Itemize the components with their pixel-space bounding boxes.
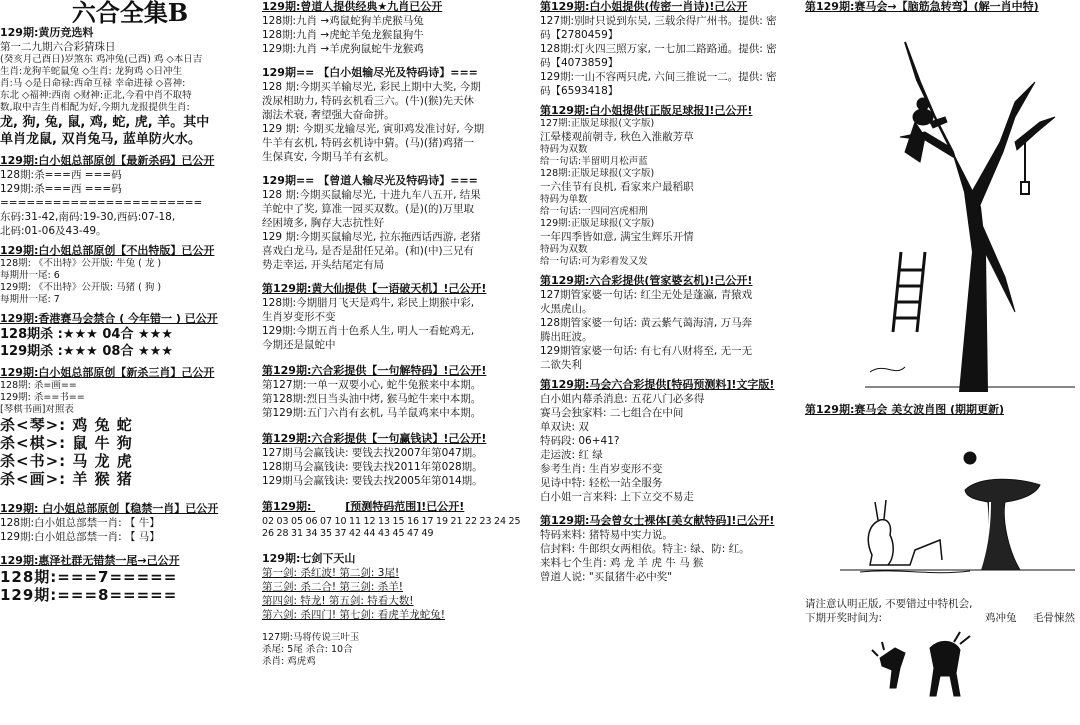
rabbit-rock-illustration: [840, 440, 1075, 590]
text-line: 特码为单数: [540, 194, 588, 205]
text-line: 生保真安, 今期马羊有玄机。: [262, 151, 395, 163]
section-heading: 第129期:黄大仙提供【一语破天机】!己公开!: [262, 282, 487, 295]
text-line: 给一句话:一四同宫虎相刑: [540, 206, 648, 217]
text-line: 128期管家婆一句话: 黄云紫气蔼海清, 万马奔: [540, 317, 753, 329]
text-line: 势走幸运, 开头结尾定有局: [262, 259, 385, 271]
number-item: 24: [494, 516, 507, 527]
tree-monkey-illustration: [865, 22, 1075, 392]
text-line: 128 期:今期买羊输尽光, 彩民上期中大奖, 今期: [262, 81, 481, 93]
text-line: =======================: [0, 197, 203, 209]
section-heading: 第129期:六合彩提供(管家婆玄机)!己公开!: [540, 274, 753, 287]
text-line: 数,取中吉生肖相配为好,今期九龙报提供生肖:: [0, 102, 190, 113]
text-line: 火黑虎山。: [540, 303, 593, 315]
text-line: 第一剑: 杀红波! 第二剑: 3尾!: [262, 567, 400, 579]
number-list: [262, 516, 532, 540]
text-line: 单肖龙鼠, 双肖兔马, 蓝单防火水。: [0, 132, 201, 147]
section-heading: [262, 500, 537, 514]
number-item: 26: [262, 528, 275, 539]
number-item: 03: [276, 516, 289, 527]
number-item: 15: [392, 516, 405, 527]
section-heading: 129期:香港赛马会禁合 ( 今年错一 ) 已公开: [0, 312, 218, 325]
text-line: 特码段: 06+41?: [540, 435, 620, 447]
number-item: 07: [320, 516, 333, 527]
table-row: 杀<棋>: 鼠 牛 狗: [0, 434, 133, 452]
text-line: (癸亥月己酉日)岁煞东 鸡冲兔(己酉) 鸡 ◇本日吉: [0, 54, 203, 65]
text-line: 东码:31-42,南码:19-30,西码:07-18,: [0, 211, 176, 223]
number-item: 49: [421, 528, 434, 539]
number-item: 25: [508, 516, 521, 527]
table-row: 杀<画>: 羊 猴 猪: [0, 470, 133, 488]
text-line: 129期:九肖 →羊虎狗鼠蛇牛龙猴鸡: [262, 43, 424, 55]
number-item: 12: [363, 516, 376, 527]
text-line: 第127期:一单一双要小心, 蛇牛兔猴来中本期。: [262, 379, 482, 391]
text-line: 二欲失利: [540, 359, 582, 371]
text-line: 128期:===7=====: [0, 568, 178, 586]
text-line: 白小姐内幕杀消息: 五花八门必多得: [540, 393, 705, 405]
number-item: 05: [291, 516, 304, 527]
text-line: 128期马会赢钱诀: 要钱去找2011年第028期。: [262, 461, 483, 473]
section-heading: 第129期:赛马会→【脑筋急转弯】(解一肖中特): [805, 0, 1039, 13]
text-line: 喜戏白龙马, 是否是甜任兄弟。(和)(中)三兄有: [262, 245, 475, 257]
text-line: 129期: 《不出特》公开版: 马猪 ( 狗 ): [0, 282, 162, 293]
section-heading-title: [预测特码范围]!已公开!: [345, 500, 465, 513]
text-line: 128期:九肖 →虎蛇羊兔龙猴鼠狗牛: [262, 29, 424, 41]
text-line: 见诗中特: 轻松一站全服务: [540, 477, 663, 489]
notice-line: 请注意认明正版, 不要错过中特机会,: [805, 598, 973, 610]
text-line: 128期:九肖 →鸡鼠蛇狗羊虎猴马兔: [262, 15, 424, 27]
number-item: 06: [305, 516, 318, 527]
notice-answer: 毛骨悚然: [1033, 612, 1075, 624]
number-item: 45: [392, 528, 405, 539]
text-line: 泼尿相助力, 特码玄机看三六。(牛)(猴)先天休: [262, 95, 475, 107]
text-line: 127期马会赢钱诀: 要钱去找2007年第047期。: [262, 447, 483, 459]
text-line: 经困境多, 胸存大志抗性好: [262, 217, 385, 229]
text-line: 一六佳节有良机, 看家来户最稻职: [540, 181, 694, 193]
number-item: 22: [465, 516, 478, 527]
text-line: 128期:灯火四三照万家, 一七加二路路通。提供: 密: [540, 43, 777, 55]
text-line: 牛羊有玄机, 特码玄机诗中猜。(马)(猪)鸡猪一: [262, 137, 475, 149]
number-item: 47: [407, 528, 420, 539]
section-heading: 第129期:六合彩提供【一句赢钱诀】!己公开!: [262, 432, 487, 445]
text-line: 来料七个生肖: 鸡 龙 羊 虎 牛 马 猴: [540, 557, 704, 569]
section-heading: 第129期:马会六合彩提供[特码预测料]!文字版!: [540, 378, 775, 391]
column-2: [262, 0, 537, 725]
section-heading: 第129期:赛马会 美女波肖图 (期期更新): [805, 403, 1005, 416]
text-line: 码【6593418】: [540, 85, 619, 97]
text-line: 走运波: 红 绿: [540, 449, 603, 461]
notice-line: 下期开奖时间为:: [805, 612, 883, 624]
section-heading: 129期: 白小姐总部原创【稳禁一肖】已公开: [0, 502, 219, 515]
animals-illustration: [870, 628, 980, 703]
text-line: 128期杀 :★★★ 04合 ★★★: [0, 327, 173, 342]
text-line: 129期:白小姐总部禁一肖: 【 马】: [0, 531, 160, 543]
text-line: 128期:今期腊月飞天是鸡牛, 彩民上期猴中彩,: [262, 297, 475, 309]
number-item: 44: [363, 528, 376, 539]
text-line: 129期:杀===西 ===码: [0, 183, 122, 195]
table-row: 杀<琴>: 鸡 兔 蛇: [0, 416, 133, 434]
text-line: 127期:马将传说三叶玉: [262, 632, 360, 643]
number-item: 13: [378, 516, 391, 527]
text-line: 129期杀 :★★★ 08合 ★★★: [0, 344, 173, 359]
number-item: 28: [276, 528, 289, 539]
text-line: 东北 ◇福神:西南 ◇财神:正北,今看中肖不取特: [0, 90, 192, 101]
column-3: [540, 0, 802, 725]
text-line: 129期管家婆一句话: 有七有八财将至, 无一无: [540, 345, 753, 357]
number-item: 31: [291, 528, 304, 539]
text-line: 今期还是鼠蛇中: [262, 339, 336, 351]
text-line: 给一句话:可为彩着发又发: [540, 256, 648, 267]
text-line: 溺法术衰, 奢望强大奋命拼。: [262, 109, 395, 121]
section-heading: 第129期:六合彩提供【一句解特码】!己公开!: [262, 364, 487, 377]
section-heading: 129期:白小姐总部原创【最新杀码】已公开: [0, 154, 215, 167]
section-heading: 129期:白小姐总部原创【新杀三肖】己公开: [0, 366, 215, 379]
text-line: 第一二九期六合彩猜珠日: [0, 41, 116, 53]
number-item: 43: [378, 528, 391, 539]
text-line: 129期:===8=====: [0, 586, 178, 604]
section-heading-period: 第129期:: [262, 500, 312, 513]
number-item: 34: [305, 528, 318, 539]
section-heading: 129期:黄历竞选料: [0, 26, 94, 39]
text-line: 给一句话:半留明月松声蓝: [540, 156, 648, 167]
text-line: [琴棋书画]对照表: [0, 404, 74, 415]
text-line: 第四剑: 特龙! 第五剑: 特看大数!: [262, 595, 414, 607]
text-line: 码【2780459】: [540, 29, 619, 41]
number-item: 35: [320, 528, 333, 539]
section-heading: 129期:七剑下天山: [262, 552, 356, 565]
number-item: 42: [349, 528, 362, 539]
text-line: 江晕楼观前朝寺, 秋色入淮敝芳草: [540, 131, 694, 143]
text-line: 128期:杀===西 ===码: [0, 169, 122, 181]
text-line: 第129期:五门六肖有玄机, 马羊鼠鸡来中本期。: [262, 407, 482, 419]
number-item: 21: [450, 516, 463, 527]
number-item: 19: [436, 516, 449, 527]
text-line: 127期:正版足球报(文字版): [540, 118, 655, 129]
text-line: 北码:01-06及43-49。: [0, 225, 107, 237]
number-item: 02: [262, 516, 275, 527]
text-line: 特码来料: 猪特易中实力说。: [540, 529, 673, 541]
text-line: 赛马会独家料: 二七组合在中间: [540, 407, 684, 419]
section-heading: 第129期:白小姐提供(传密一肖诗)!己公开: [540, 0, 748, 13]
number-item: 10: [334, 516, 347, 527]
text-line: 第六剑: 杀四门! 第七剑: 看虎羊龙蛇兔!: [262, 609, 446, 621]
section-heading: 129期:白小姐总部原创【不出特版】已公开: [0, 244, 215, 257]
text-line: 特码为双数: [540, 244, 588, 255]
section-heading: 第129期:白小姐提供[正版足球报]!己公开!: [540, 104, 753, 117]
notice-answer: 鸡冲兔: [985, 612, 1017, 624]
text-line: 129期: 杀==书==: [0, 392, 85, 403]
column-4: [805, 0, 1080, 725]
number-item: 23: [479, 516, 492, 527]
text-line: 128期: 杀=画==: [0, 380, 77, 391]
text-line: 128期: 《不出特》公开版: 牛兔 ( 龙 ): [0, 258, 162, 269]
text-line: 腾出旺波。: [540, 331, 593, 343]
section-heading: 129期== 【白小姐输尽光及特码诗】===: [262, 66, 478, 79]
text-line: 杀尾: 5尾 杀合: 10合: [262, 644, 353, 655]
text-line: 128 期:今期买鼠输尽光, 十进九车八五开, 结果: [262, 189, 481, 201]
text-line: 第128期:烈日当头油中烤, 猴马蛇牛来中本期。: [262, 393, 482, 405]
text-line: 参考生肖: 生肖岁变形不变: [540, 463, 663, 475]
section-heading: 129期:惠泽社群无错禁一尾→己公开: [0, 554, 180, 567]
text-line: 特码为双数: [540, 144, 588, 155]
text-line: 信封料: 牛郎织女两相依。特主: 绿、防: 红。: [540, 543, 750, 555]
section-heading: 129期:曾道人提供经典★九肖已公开: [262, 0, 443, 13]
text-line: 127期管家婆一句话: 红尘无处是蓬瀛, 青猿戏: [540, 289, 753, 301]
text-line: 129期:今期五肖十色系人生, 明人一看蛇鸡无,: [262, 325, 475, 337]
text-line: 127期:别时只说到东吴, 三载余得广州书。提供: 密: [540, 15, 777, 27]
text-line: 杀肖: 鸡虎鸡: [262, 656, 316, 667]
text-line: 129期:正版足球报(文字版): [540, 218, 655, 229]
text-line: 129 期: 今期买龙输尽光, 寅卯鸡发准讨好, 今期: [262, 123, 485, 135]
text-line: 龙, 狗, 兔, 鼠, 鸡, 蛇, 虎, 羊。其中: [0, 115, 210, 130]
text-line: 129期:一山不容两只虎, 六间三推说一二。提供: 密: [540, 71, 777, 83]
text-line: 128期:白小姐总部禁一肖: 【 牛】: [0, 517, 160, 529]
number-item: 16: [407, 516, 420, 527]
text-line: 羊蛇中了奖, 算准一园买双数。(是)(的)万里取: [262, 203, 475, 215]
number-item: 11: [349, 516, 362, 527]
text-line: 单双诀: 双: [540, 421, 589, 433]
text-line: 128期:正版足球报(文字版): [540, 168, 655, 179]
number-item: 17: [421, 516, 434, 527]
section-heading: 129期== 【曾道人输尽光及特码诗】===: [262, 174, 478, 187]
text-line: 每期卅一尾: 7: [0, 294, 60, 305]
column-1: [0, 0, 260, 725]
text-line: 生肖岁变形不变: [262, 311, 336, 323]
text-line: 生肖:龙狗羊蛇鼠兔 ◇生肖: 龙狗鸡 ◇日冲生: [0, 66, 183, 77]
text-line: 码【4073859】: [540, 57, 619, 69]
section-heading: 第129期:马会曾女士裸体[美女献特码]!己公开!: [540, 514, 775, 527]
text-line: 每期卅一尾: 6: [0, 270, 60, 281]
table-row: 杀<书>: 马 龙 虎: [0, 452, 133, 470]
text-line: 129期马会赢钱诀: 要钱去找2005年第014期。: [262, 475, 483, 487]
page-title: 六合全集B: [71, 0, 189, 27]
text-line: 129 期:今期买鼠输尽光, 拉东拖西话西游, 老猪: [262, 231, 481, 243]
text-line: 肖:马 ◇是日命禄:西命互禄 幸命进禄 ◇喜神:: [0, 78, 186, 89]
text-line: 第三剑: 杀二合! 第三剑: 杀羊!: [262, 581, 404, 593]
number-item: 37: [334, 528, 347, 539]
text-line: 白小姐一言来料: 上下立交不易走: [540, 491, 694, 503]
text-line: 一年四季皆如意, 满宝生辉乐开情: [540, 231, 694, 243]
text-line: 曾道人说: "买鼠猪牛必中奖": [540, 571, 673, 583]
